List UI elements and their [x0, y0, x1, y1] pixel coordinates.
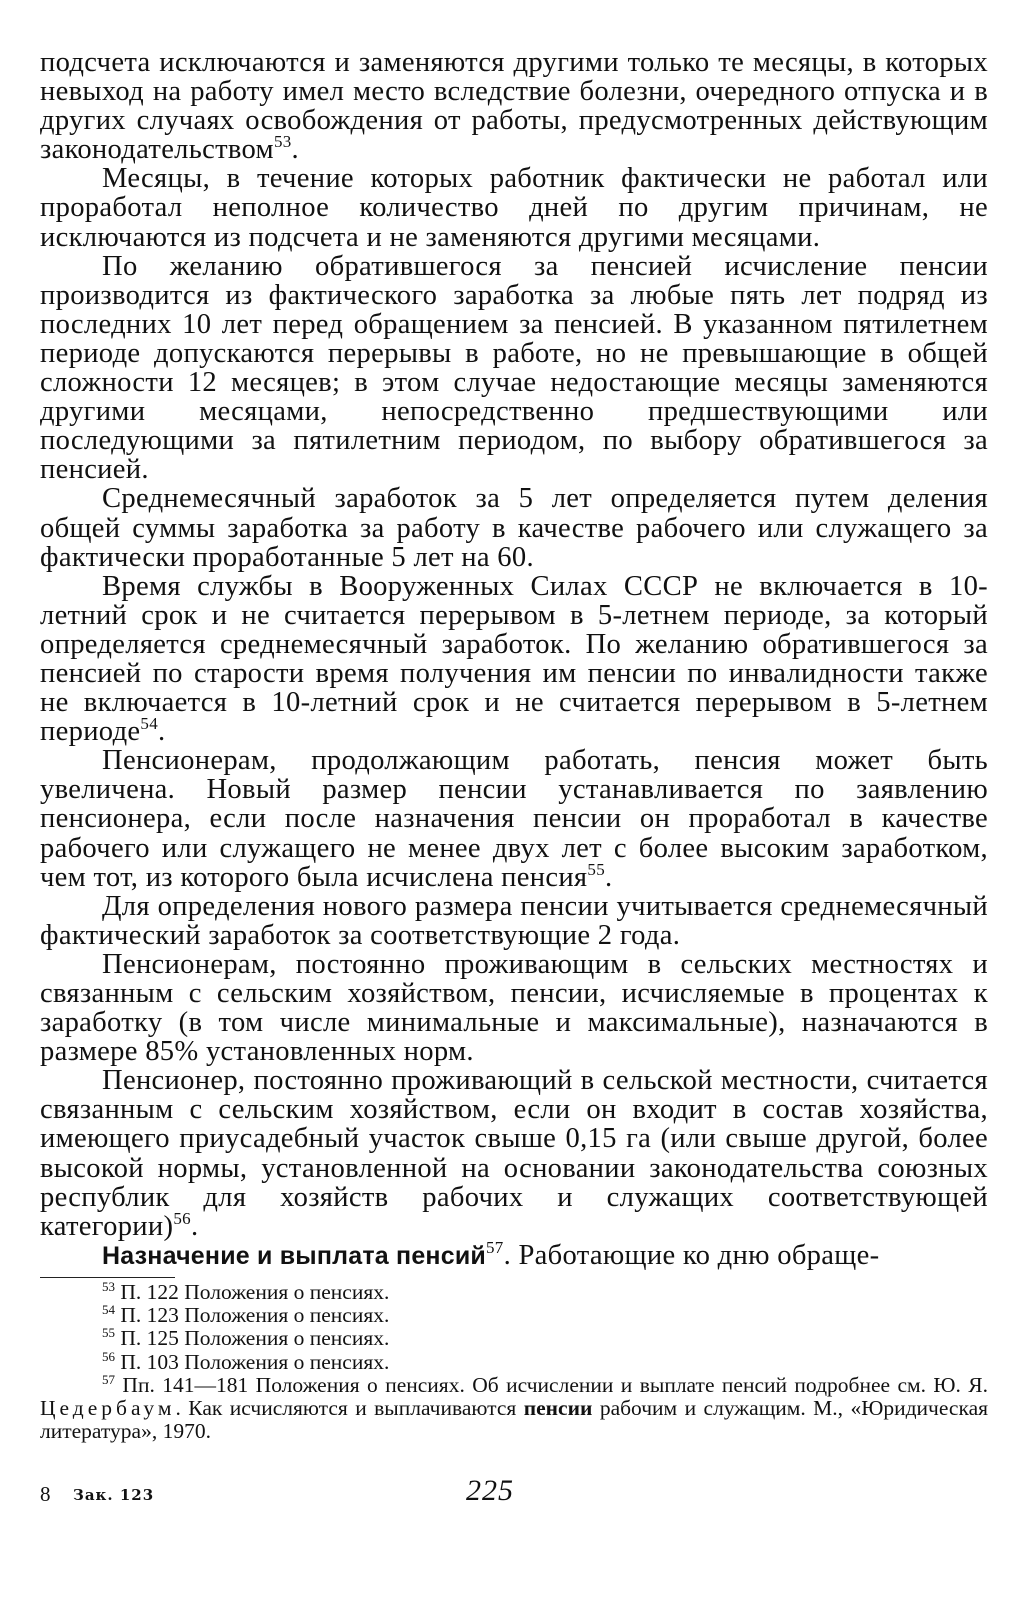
paragraph-6 — [40, 746, 988, 891]
print-order-number: Зак. 123 — [73, 1486, 155, 1504]
footnote-number: 56 — [102, 1348, 115, 1364]
paragraph-text: По желанию обратившегося за пенсией исчисление пенсии производится из фактического заработка за любые пять лет подряд из последних 10 лет перед обращением за пенсией. В указанном пятилетнем периоде допускаются перерывы в работе, но не превышающие в общей сложности 12 месяцев; в этом случае недостающие месяцы заменяются другими месяцами, непосредственно предшествующими или последующими за пятилетним периодом, по выбору обратившегося за пенсией. — [40, 250, 988, 486]
footnote-text: П. 123 Положения о пенсиях. — [120, 1303, 390, 1328]
footnote-text: Пп. 141—181 Положения о пенсиях. Об исчислении и выплате пенсий подробнее см. Ю. Я. — [122, 1372, 988, 1397]
paragraph-text: Пенсионер, постоянно проживающий в сельской местности, считается связанным с сельским хозяйством, если он входит в состав хозяйства, имеющего приусадебный участок свыше 0,15 га (или свыше другой, более высокой нормы, установленной на основании законодательства союзных республик для хозяйств рабочих и служащих соответствующей категории) — [40, 1065, 988, 1242]
paragraph-5 — [40, 572, 988, 747]
page-footer — [40, 1474, 988, 1514]
paragraph-section-start — [40, 1237, 988, 1271]
main-text — [40, 48, 988, 1271]
paragraph-text: Месяцы, в течение которых работник фактически не работал или проработал неполное количество дней по другим причинам, не исключаются из подсчета и не заменяются другими месяцами. — [40, 163, 988, 253]
paragraph-1 — [40, 48, 988, 164]
footnote-text: рабочим и служащим. М., «Юридическая литература», 1970. — [40, 1395, 989, 1444]
footnote-text: П. 125 Положения о пенсиях. — [120, 1326, 390, 1351]
paragraph-tail: . — [190, 1210, 199, 1242]
footnote-divider — [40, 1277, 175, 1278]
section-heading: Назначение и выплата пенсий — [102, 1241, 486, 1270]
paragraph-8 — [40, 950, 988, 1066]
page-number: 225 — [466, 1474, 514, 1507]
footnote-number: 53 — [102, 1278, 115, 1294]
footnote-text: П. 103 Положения о пенсиях. — [120, 1349, 390, 1374]
page-content — [40, 48, 988, 1443]
footnote — [40, 1371, 989, 1444]
footnote — [40, 1278, 988, 1304]
footnote — [40, 1327, 988, 1350]
paragraph-text: Среднемесячный заработок за 5 лет определяется путем деления общей суммы заработка за работу в качестве рабочего или служащего за фактически проработанные 5 лет на 60. — [40, 483, 988, 573]
footnotes — [40, 1278, 989, 1444]
paragraph-4 — [40, 484, 988, 571]
sheet-number: 8 — [40, 1482, 51, 1506]
paragraph-3 — [40, 252, 988, 485]
paragraph-text: Пенсионерам, продолжающим работать, пенсия может быть увеличена. Новый размер пенсии устанавливается по заявлению пенсионера, если после назначения пенсии он проработал в качестве рабочего или служащего не менее двух лет с более высоким заработком, чем тот, из которого была исчислена пенсия — [40, 745, 988, 893]
paragraph-text: . Работающие ко дню обраще- — [503, 1239, 880, 1271]
footnote-text: П. 122 Положения о пенсиях. — [120, 1279, 390, 1304]
footnote-ref: 53 — [273, 132, 292, 152]
footnote-emphasis: пенсии — [523, 1395, 593, 1420]
footnote-ref: 54 — [140, 714, 159, 734]
paragraph-9 — [40, 1066, 988, 1241]
paragraph-text: Для определения нового размера пенсии учитывается среднемесячный фактический заработок за соответствующие 2 года. — [40, 890, 988, 951]
paragraph-tail: . — [291, 134, 299, 166]
paragraph-text: подсчета исключаются и заменяются другими только те месяцы, в которых невыход на работу имел место вследствие болезни, очередного отпуска и в других случаях освобождения от работы, предусмотренных действующим законодательством — [40, 47, 988, 166]
footnote-ref: 57 — [485, 1237, 504, 1257]
footnote-author: Цедербаум — [40, 1395, 176, 1420]
footnote-number: 54 — [102, 1302, 115, 1318]
footnote — [40, 1304, 988, 1327]
paragraph-text: Время службы в Вооруженных Силах СССР не включается в 10-летний срок и не считается перерывом в 5-летнем периоде, за который определяется среднемесячный заработок. По желанию обратившегося за пенсией по старости время получения им пенсии по инвалидности также не включается в 10-летний срок и не считается перерывом в 5-летнем периоде — [40, 570, 988, 748]
footnote-ref: 55 — [587, 859, 605, 879]
paragraph-2 — [40, 164, 988, 251]
footnote-number: 55 — [102, 1325, 115, 1341]
footnote — [40, 1348, 988, 1374]
paragraph-7 — [40, 892, 988, 950]
footnote-text: . Как исчисляются и выплачиваются — [175, 1395, 517, 1420]
paragraph-tail: . — [605, 861, 613, 893]
paragraph-text: Пенсионерам, постоянно проживающим в сельских местностях и связанным с сельским хозяйством, пенсии, исчисляемые в процентах к заработку (в том числе минимальные и максимальные), назначаются в размере 85% установленных норм. — [40, 948, 988, 1068]
footnote-number: 57 — [102, 1371, 115, 1387]
footnote-ref: 56 — [173, 1208, 191, 1228]
paragraph-tail: . — [158, 716, 166, 748]
